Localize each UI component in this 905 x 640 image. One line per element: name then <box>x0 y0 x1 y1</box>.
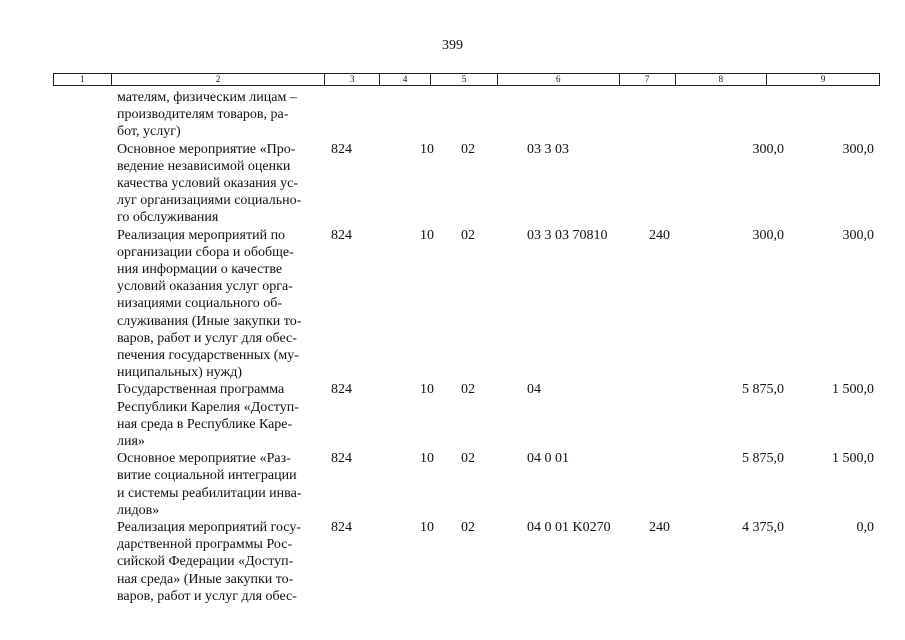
header-col-1: 1 <box>54 74 112 85</box>
cell-section: 10 <box>420 451 434 467</box>
cell-amount-1: 4 375,0 <box>742 520 784 536</box>
row-description <box>117 519 317 605</box>
table-row <box>117 89 880 141</box>
header-col-6: 6 <box>498 74 620 85</box>
description-line: го обслуживания <box>117 210 219 226</box>
description-line: ведение независимой оценки <box>117 158 291 174</box>
cell-amount-2: 300,0 <box>842 227 874 243</box>
description-line: служивания (Иные закупки то- <box>117 313 302 329</box>
cell-section: 10 <box>420 382 434 398</box>
header-col-3: 3 <box>325 74 380 85</box>
description-line: организации сбора и обобще- <box>117 244 294 260</box>
cell-section: 10 <box>420 227 434 243</box>
description-line: варов, работ и услуг для обес- <box>117 330 297 346</box>
table-header <box>53 73 880 86</box>
description-line: ная среда» (Иные закупки то- <box>117 571 294 587</box>
description-line: Основное мероприятие «Про- <box>117 141 296 157</box>
cell-amount-1: 5 875,0 <box>742 451 784 467</box>
cell-subsection: 02 <box>461 451 475 467</box>
description-line: лидов» <box>117 502 160 518</box>
description-line: лия» <box>117 434 145 450</box>
description-line: условий оказания услуг орга- <box>117 279 293 295</box>
cell-subsection: 02 <box>461 227 475 243</box>
description-line: Реализация мероприятий по <box>117 227 286 243</box>
description-line: витие социальной интеграции <box>117 468 297 484</box>
cell-section: 10 <box>420 520 434 536</box>
cell-target-article: 04 <box>527 382 541 398</box>
row-description <box>117 381 317 450</box>
table-row <box>117 227 880 382</box>
cell-expense-type: 240 <box>649 227 670 243</box>
cell-target-article: 03 3 03 <box>527 141 569 157</box>
header-col-5: 5 <box>431 74 498 85</box>
description-line: Реализация мероприятий госу- <box>117 520 302 536</box>
cell-expense-type: 240 <box>649 520 670 536</box>
description-line: ния информации о качестве <box>117 262 283 278</box>
header-col-2: 2 <box>112 74 325 85</box>
cell-ministry-code: 824 <box>331 451 352 467</box>
header-col-8: 8 <box>676 74 768 85</box>
table-row <box>117 381 880 450</box>
table-row <box>117 450 880 519</box>
table-row <box>117 141 880 227</box>
description-line: Основное мероприятие «Раз- <box>117 451 291 467</box>
description-line: мателям, физическим лицам – <box>117 90 297 105</box>
description-line: производителям товаров, ра- <box>117 107 289 123</box>
cell-amount-1: 300,0 <box>752 227 784 243</box>
description-line: дарственной программы Рос- <box>117 537 293 553</box>
cell-amount-2: 1 500,0 <box>832 382 874 398</box>
cell-target-article: 04 0 01 <box>527 451 569 467</box>
description-line: и системы реабилитации инва- <box>117 485 302 501</box>
description-line: варов, работ и услуг для обес- <box>117 588 297 604</box>
cell-target-article: 04 0 01 K0270 <box>527 520 611 536</box>
description-line: ниципальных) нужд) <box>117 365 242 381</box>
cell-amount-2: 300,0 <box>842 141 874 157</box>
description-line: Республики Карелия «Доступ- <box>117 399 299 415</box>
row-description <box>117 141 317 227</box>
description-line: печения государственных (му- <box>117 348 299 364</box>
description-line: Государственная программа <box>117 382 285 398</box>
description-line: ная среда в Республике Каре- <box>117 416 293 432</box>
cell-ministry-code: 824 <box>331 141 352 157</box>
cell-ministry-code: 824 <box>331 382 352 398</box>
description-line: низациями социального об- <box>117 296 283 312</box>
row-description <box>117 227 317 382</box>
header-col-7: 7 <box>620 74 676 85</box>
cell-ministry-code: 824 <box>331 227 352 243</box>
cell-amount-2: 0,0 <box>856 520 874 536</box>
cell-ministry-code: 824 <box>331 520 352 536</box>
cell-subsection: 02 <box>461 382 475 398</box>
cell-amount-2: 1 500,0 <box>832 451 874 467</box>
row-description <box>117 450 317 519</box>
page-number: 399 <box>442 38 463 53</box>
description-line: луг организациями социально- <box>117 193 302 209</box>
description-line: сийской Федерации «Доступ- <box>117 554 294 570</box>
cell-target-article: 03 3 03 70810 <box>527 227 608 243</box>
table-row <box>117 519 880 605</box>
cell-subsection: 02 <box>461 141 475 157</box>
table-body <box>117 89 880 605</box>
cell-subsection: 02 <box>461 520 475 536</box>
cell-section: 10 <box>420 141 434 157</box>
cell-amount-1: 5 875,0 <box>742 382 784 398</box>
header-col-9: 9 <box>820 74 826 84</box>
row-description <box>117 89 317 141</box>
description-line: качества условий оказания ус- <box>117 176 298 192</box>
cell-amount-1: 300,0 <box>752 141 784 157</box>
description-line: бот, услуг) <box>117 124 181 140</box>
header-col-4: 4 <box>380 74 431 85</box>
